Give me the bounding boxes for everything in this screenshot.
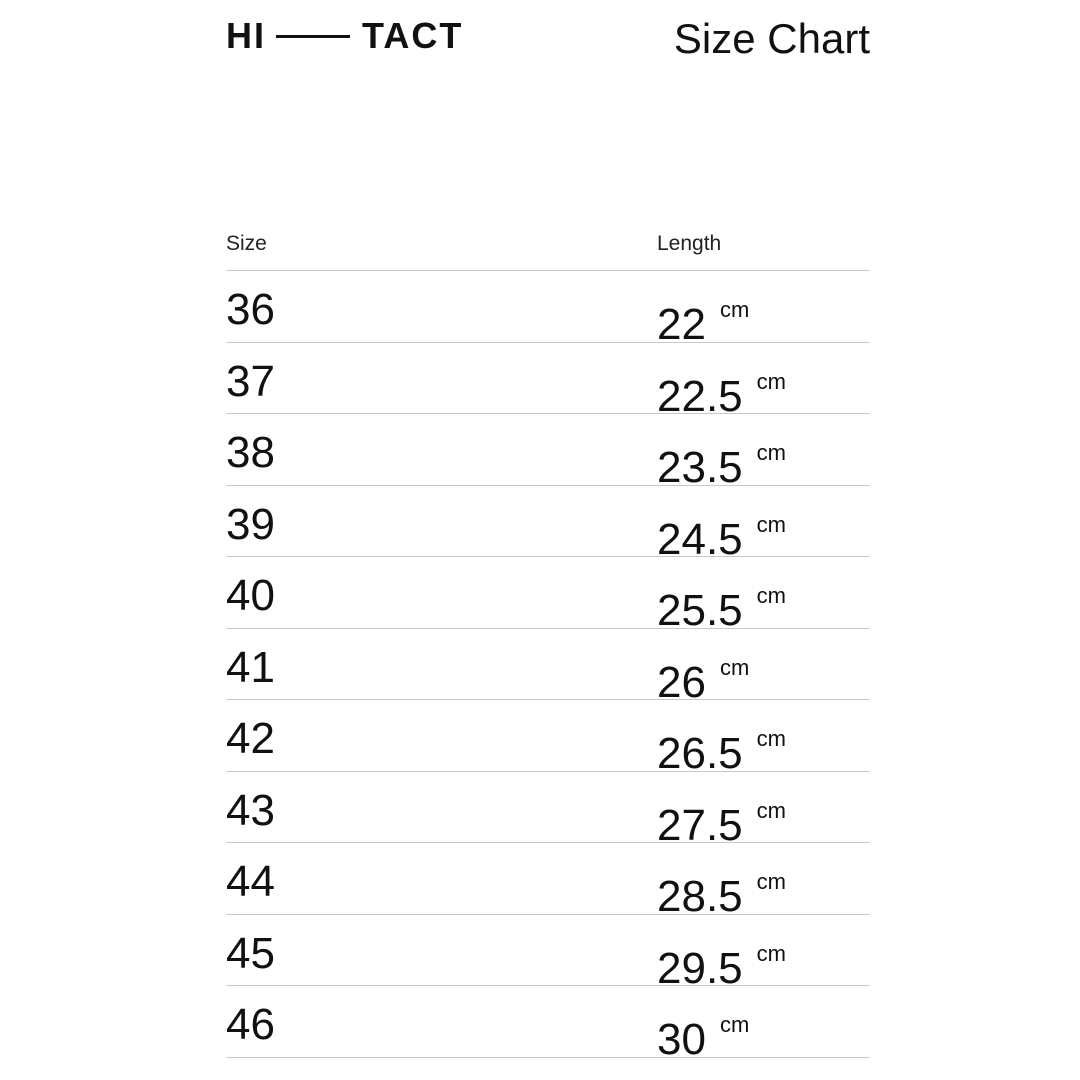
table-row: [226, 486, 870, 564]
unit-label: cm: [756, 368, 786, 394]
size-cell: 38: [226, 428, 275, 477]
length-value: 30: [657, 1015, 706, 1064]
length-value: 29.5: [657, 943, 743, 993]
table-row: [226, 843, 870, 921]
unit-label: cm: [756, 511, 786, 537]
unit-label: cm: [756, 797, 786, 823]
length-value: 27.5: [657, 800, 743, 850]
unit-label: cm: [756, 940, 786, 966]
brand-logo-left: HI: [226, 15, 266, 56]
size-cell: 46: [226, 1000, 275, 1049]
length-value: 28.5: [657, 872, 743, 921]
table-row: [226, 915, 870, 993]
size-cell: 44: [226, 857, 275, 906]
size-cell: 39: [226, 499, 275, 549]
length-cell: [657, 786, 786, 851]
size-cell: 36: [226, 285, 275, 334]
length-cell: [657, 357, 786, 422]
unit-label: cm: [756, 440, 786, 465]
brand-logo-right: TACT: [362, 15, 464, 56]
table-row: [226, 629, 870, 707]
table-row: [226, 271, 870, 349]
length-cell: [657, 714, 786, 779]
size-cell: 40: [226, 571, 275, 620]
length-value: 26.5: [657, 729, 743, 778]
unit-label: cm: [719, 654, 750, 680]
length-cell: [657, 571, 786, 636]
table-row: [226, 700, 870, 778]
table-row: [226, 343, 870, 421]
length-cell: [657, 929, 786, 994]
length-cell: [657, 500, 786, 565]
unit-label: cm: [756, 869, 786, 894]
length-value: 23.5: [657, 443, 743, 492]
size-cell: 42: [226, 714, 275, 763]
length-value: 25.5: [657, 586, 743, 635]
table-row: [226, 557, 870, 635]
table-row: [226, 772, 870, 850]
size-cell: 41: [226, 642, 275, 692]
size-cell: 45: [226, 928, 275, 978]
size-cell: 43: [226, 785, 275, 835]
unit-label: cm: [756, 583, 786, 608]
length-value: 22.5: [657, 371, 743, 421]
header: [226, 14, 870, 64]
table-row: [226, 414, 870, 492]
header-length: Length: [657, 232, 722, 255]
length-value: 24.5: [657, 514, 743, 564]
brand-logo: [226, 16, 463, 56]
length-cell: [657, 1000, 749, 1065]
header-size: Size: [226, 232, 267, 255]
length-cell: [657, 285, 749, 350]
length-cell: [657, 428, 786, 493]
page-title: Size Chart: [673, 15, 870, 62]
length-cell: [657, 643, 749, 708]
unit-label: cm: [719, 297, 750, 322]
size-cell: 37: [226, 356, 275, 406]
table-row: [226, 986, 870, 1064]
brand-logo-dash: [276, 35, 350, 38]
unit-label: cm: [719, 1012, 750, 1037]
length-cell: [657, 857, 786, 922]
table-header: [226, 224, 870, 271]
unit-label: cm: [756, 726, 786, 751]
length-value: 22: [657, 300, 706, 349]
size-chart-table: [226, 224, 870, 1064]
length-value: 26: [657, 657, 706, 707]
